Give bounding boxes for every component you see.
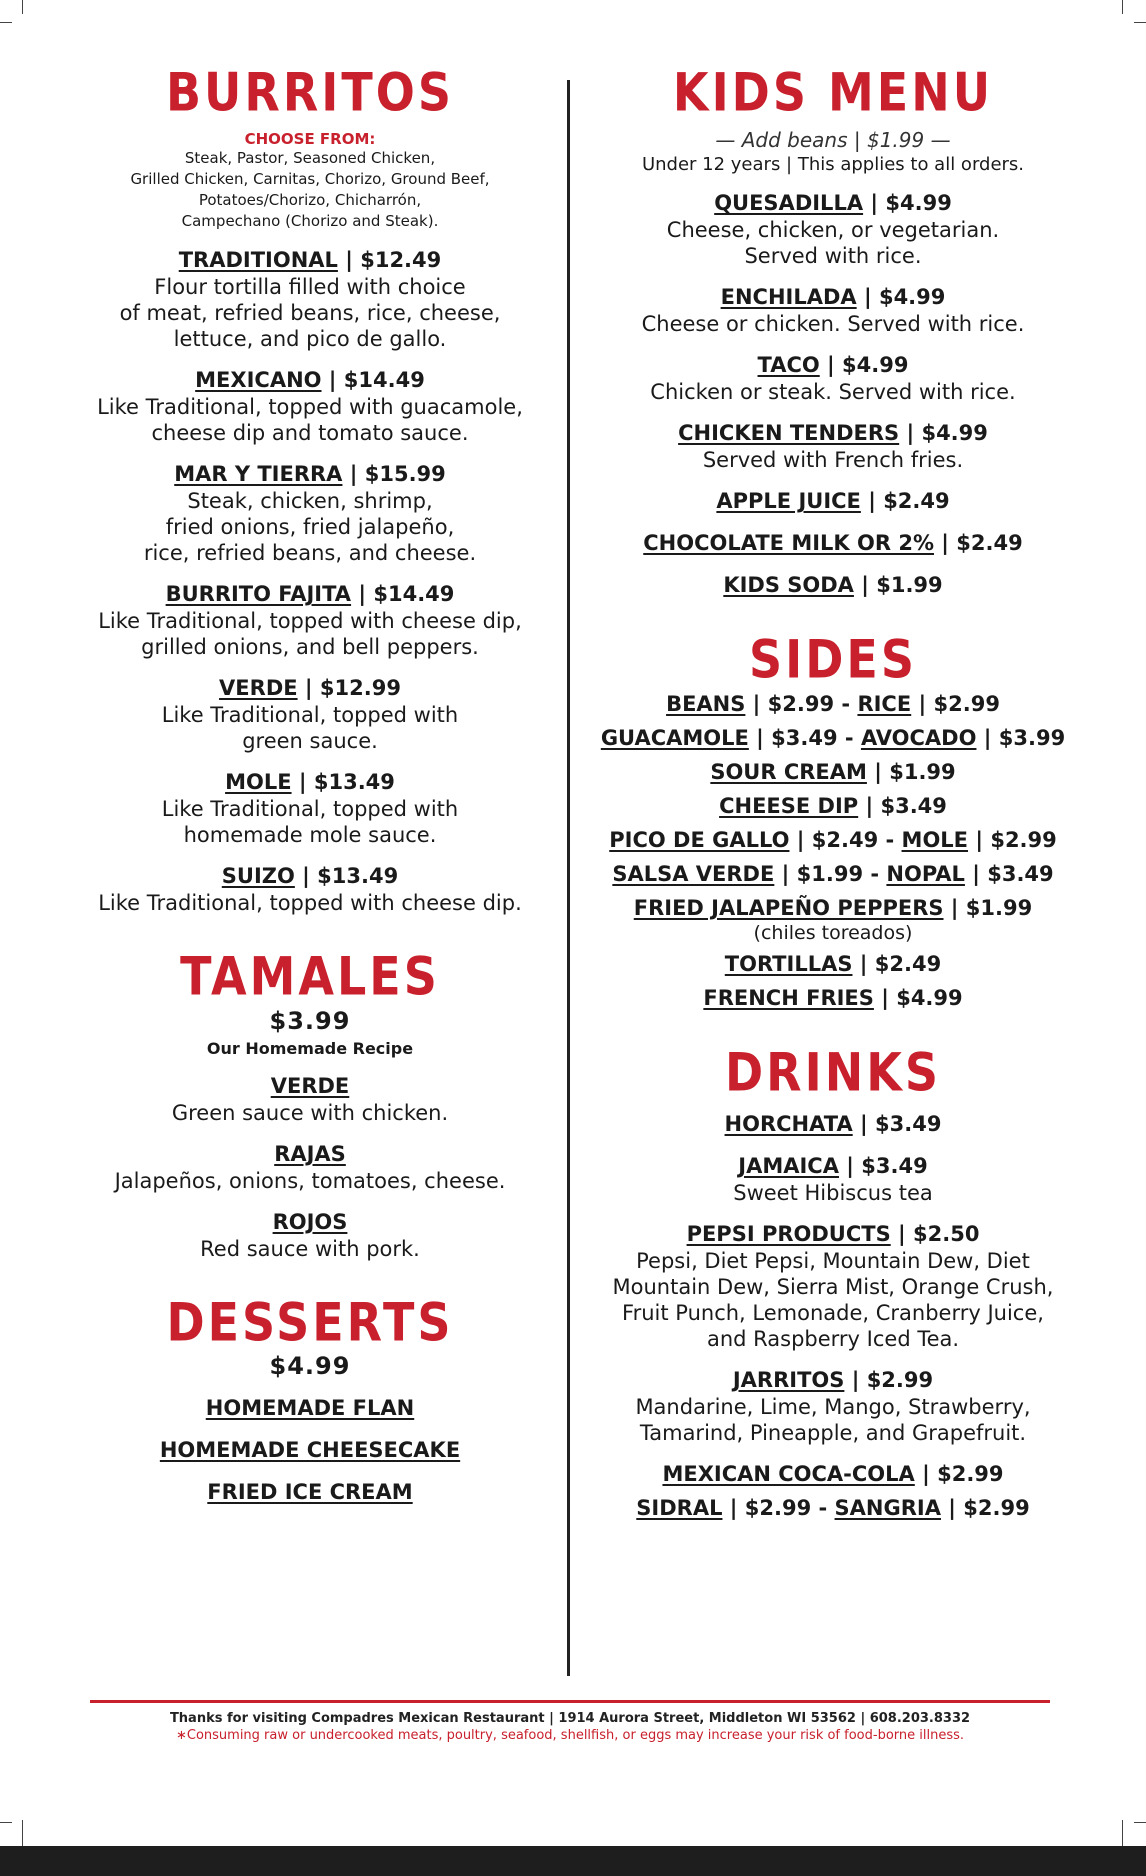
side-row <box>598 758 1068 786</box>
side-row <box>598 792 1068 820</box>
side-item-price: $2.99 <box>767 691 835 716</box>
footer-rule <box>90 1700 1050 1703</box>
menu-item-name: TRADITIONAL <box>178 248 338 273</box>
menu-item-name: VERDE <box>270 1073 350 1098</box>
separator: | <box>748 725 772 750</box>
menu-item-price: $2.49 <box>883 489 950 514</box>
menu-item-name: PEPSI PRODUCTS <box>686 1221 891 1246</box>
menu-item-description: Like Traditional, topped with cheese dip, <box>98 609 522 634</box>
separator: | <box>976 725 999 750</box>
crop-mark <box>1122 1820 1123 1846</box>
side-item-name: SOUR CREAM <box>710 759 867 784</box>
side-item-price: $3.49 <box>987 861 1054 886</box>
choose-list <box>70 148 550 232</box>
side-row <box>598 724 1068 752</box>
menu-item-price: $2.49 <box>956 531 1023 556</box>
side-item-name: PICO DE GALLO <box>609 827 790 852</box>
menu-item-description: Pepsi, Diet Pepsi, Mountain Dew, Diet <box>636 1248 1030 1273</box>
kids-age-note: Under 12 years | This applies to all orders. <box>641 154 1025 176</box>
separator: | <box>863 191 886 216</box>
menu-item-name: APPLE JUICE <box>716 489 861 514</box>
right-column <box>598 60 1068 1522</box>
menu-item-description: cheese dip and tomato sauce. <box>151 421 469 446</box>
footer-contact: Thanks for visiting Compadres Mexican Restaurant | 1914 Aurora Street, Middleton WI 53562 | 608.203.8332 <box>169 1711 971 1726</box>
menu-item-heading <box>70 1072 550 1100</box>
menu-item-name: MEXICAN COCA-COLA <box>662 1461 915 1486</box>
side-item-price: $2.99 <box>963 1495 1030 1520</box>
separator: | <box>838 1153 862 1178</box>
menu-item-heading <box>70 862 550 890</box>
menu-item-price: $3.49 <box>861 1153 928 1178</box>
menu-item-description: Like Traditional, topped with cheese dip. <box>98 891 522 916</box>
separator: | <box>291 770 314 795</box>
burritos-title: BURRITOS <box>166 60 454 124</box>
menu-item-price: $12.99 <box>319 676 401 701</box>
side-row <box>598 894 1068 922</box>
crop-mark <box>1134 1822 1146 1823</box>
menu-item-description: homemade mole sauce. <box>183 823 437 848</box>
separator: | <box>774 861 797 886</box>
tamale-items <box>70 1072 550 1262</box>
separator: - <box>878 827 902 852</box>
crop-mark <box>0 1822 12 1823</box>
menu-item-heading <box>598 189 1068 217</box>
separator: | <box>853 573 877 598</box>
menu-item-description: lettuce, and pico de gallo. <box>173 327 447 352</box>
menu-item-description: Tamarind, Pineapple, and Grapefruit. <box>639 1420 1027 1445</box>
menu-item-description: Mountain Dew, Sierra Mist, Orange Crush, <box>612 1274 1054 1299</box>
menu-item-description: Steak, chicken, shrimp, <box>187 489 433 514</box>
menu-item-heading <box>598 571 1068 599</box>
menu-item-description: grilled onions, and bell peppers. <box>141 635 479 660</box>
menu-item-price: $15.99 <box>364 462 446 487</box>
separator: | <box>342 462 365 487</box>
menu-item-price: $13.49 <box>313 770 395 795</box>
menu-item-description: Jalapeños, onions, tomatoes, cheese. <box>114 1168 506 1193</box>
separator: | <box>852 1111 875 1136</box>
side-item-price: $4.99 <box>896 985 963 1010</box>
menu-item-heading <box>70 246 550 274</box>
side-row <box>598 1494 1068 1522</box>
side-item-name: SANGRIA <box>834 1495 941 1520</box>
drinks-items <box>598 1110 1068 1488</box>
side-item-note: (chiles toreados) <box>753 921 913 944</box>
menu-item-heading <box>70 460 550 488</box>
menu-item-description: Like Traditional, topped with guacamole, <box>97 395 523 420</box>
side-item-price: $1.99 <box>796 861 864 886</box>
choose-line: Grilled Chicken, Carnitas, Chorizo, Ground Beef, <box>130 170 490 189</box>
menu-item-price: $14.49 <box>373 582 455 607</box>
side-row <box>598 984 1068 1012</box>
side-item-name: GUACAMOLE <box>600 725 749 750</box>
menu-item-name: VERDE <box>219 676 298 701</box>
menu-item-name: MOLE <box>225 770 292 795</box>
separator: | <box>866 759 890 784</box>
menu-item-description: Fruit Punch, Lemonade, Cranberry Juice, <box>622 1300 1044 1325</box>
separator: | <box>914 1461 938 1486</box>
menu-item-description: Served with French fries. <box>702 448 964 473</box>
menu-item-description: Mandarine, Lime, Mango, Strawberry, <box>635 1394 1031 1419</box>
menu-item-name: RAJAS <box>274 1141 346 1166</box>
menu-item-description: rice, refried beans, and cheese. <box>143 541 477 566</box>
crop-mark <box>0 22 12 23</box>
menu-item-price: $2.99 <box>937 1461 1004 1486</box>
side-item-price: $2.99 <box>933 691 1000 716</box>
dessert-item <box>70 1394 550 1422</box>
menu-item-name: ENCHILADA <box>720 285 857 310</box>
menu-item-description: Green sauce with chicken. <box>171 1100 449 1125</box>
separator: | <box>745 691 768 716</box>
menu-item-price: $4.99 <box>921 421 988 446</box>
choose-line: Steak, Pastor, Seasoned Chicken, <box>184 149 436 168</box>
desserts-price: $4.99 <box>269 1351 351 1380</box>
menu-item-name: QUESADILLA <box>714 191 864 216</box>
column-divider <box>567 80 570 1676</box>
separator: | <box>860 489 884 514</box>
side-item-name: BEANS <box>666 691 746 716</box>
menu-item-description: Red sauce with pork. <box>200 1236 420 1261</box>
side-item-name: SALSA VERDE <box>612 861 775 886</box>
side-item-name: FRIED JALAPEÑO PEPPERS <box>633 895 944 920</box>
menu-item-price: $13.49 <box>317 864 399 889</box>
menu-item-heading <box>598 1220 1068 1248</box>
menu-item-description: Chicken or steak. Served with rice. <box>650 380 1016 405</box>
menu-item-heading <box>70 580 550 608</box>
crop-mark <box>22 1820 23 1846</box>
footer-disclaimer: ∗Consuming raw or undercooked meats, poultry, seafood, shellfish, or eggs may increase your risk of food-borne illness. <box>175 1728 965 1743</box>
side-item-price: $3.99 <box>998 725 1066 750</box>
separator: | <box>943 895 966 920</box>
side-item-name: NOPAL <box>886 861 965 886</box>
menu-item-name: KIDS SODA <box>723 573 854 598</box>
menu-item-price: $2.99 <box>866 1367 934 1392</box>
side-item-name: MOLE <box>901 827 969 852</box>
menu-item-heading <box>70 1208 550 1236</box>
side-item-name: TORTILLAS <box>724 951 853 976</box>
separator: | <box>722 1495 745 1520</box>
menu-item-price: $1.99 <box>876 573 943 598</box>
menu-item-price: $4.99 <box>885 191 952 216</box>
menu-item-heading <box>598 1152 1068 1180</box>
menu-item-price: $3.49 <box>875 1111 942 1136</box>
side-item-price: $3.49 <box>771 725 838 750</box>
menu-item-heading <box>598 283 1068 311</box>
menu-item-heading <box>598 419 1068 447</box>
menu-item-name: CHOCOLATE MILK OR 2% <box>643 531 934 556</box>
left-column <box>70 60 550 1506</box>
crop-mark <box>1122 0 1123 14</box>
choose-line: Campechano (Chorizo and Steak). <box>181 212 439 231</box>
menu-item-description: Cheese or chicken. Served with rice. <box>641 312 1025 337</box>
menu-item-heading <box>598 1110 1068 1138</box>
menu-item-name: MAR Y TIERRA <box>174 462 343 487</box>
separator: | <box>911 691 934 716</box>
drinks-last-row <box>598 1494 1068 1522</box>
dessert-item-name: FRIED ICE CREAM <box>207 1479 413 1504</box>
menu-item-name: MEXICANO <box>195 368 322 393</box>
side-row <box>598 826 1068 854</box>
menu-item-heading <box>598 1460 1068 1488</box>
menu-item-description: fried onions, fried jalapeño, <box>165 515 455 540</box>
sides-items <box>598 690 1068 1012</box>
side-item-price: $1.99 <box>889 759 956 784</box>
menu-item-name: HORCHATA <box>724 1111 853 1136</box>
side-item-name: FRENCH FRIES <box>703 985 874 1010</box>
menu-item-heading <box>598 487 1068 515</box>
separator: - <box>811 1495 835 1520</box>
choose-line: Potatoes/Chorizo, Chicharrón, <box>198 191 422 210</box>
drinks-title: DRINKS <box>725 1040 941 1103</box>
separator: | <box>858 793 881 818</box>
side-item-name: RICE <box>857 691 912 716</box>
menu-item-heading <box>598 1366 1068 1394</box>
dessert-item-name: HOMEMADE CHEESECAKE <box>159 1437 461 1462</box>
dessert-item <box>70 1436 550 1464</box>
separator: - <box>837 725 861 750</box>
menu-item-description: Sweet Hibiscus tea <box>733 1180 933 1205</box>
menu-item-heading <box>70 366 550 394</box>
crop-mark <box>22 0 23 14</box>
separator: | <box>934 531 957 556</box>
side-row <box>598 690 1068 718</box>
separator: | <box>964 861 988 886</box>
separator: | <box>890 1221 913 1246</box>
kids-title: KIDS MENU <box>672 60 994 124</box>
menu-item-name: JAMAICA <box>738 1153 839 1178</box>
dessert-item-name: HOMEMADE FLAN <box>205 1395 415 1420</box>
separator: | <box>819 353 843 378</box>
menu-item-description: and Raspberry Iced Tea. <box>706 1326 960 1351</box>
menu-item-description: green sauce. <box>242 729 378 754</box>
menu-item-name: SUIZO <box>221 864 295 889</box>
crop-mark <box>1134 22 1146 23</box>
menu-item-price: $2.50 <box>913 1221 980 1246</box>
side-row <box>598 860 1068 888</box>
menu-item-heading <box>70 1140 550 1168</box>
side-item-price: $2.49 <box>874 951 942 976</box>
separator: | <box>899 421 922 446</box>
separator: | <box>873 985 897 1010</box>
kids-items <box>598 189 1068 599</box>
menu-item-description: of meat, refried beans, rice, cheese, <box>119 301 501 326</box>
footer <box>90 1700 1050 1743</box>
separator: | <box>844 1367 867 1392</box>
menu-item-name: JARRITOS <box>732 1367 845 1392</box>
tamales-subtitle: Our Homemade Recipe <box>206 1038 414 1058</box>
menu-item-name: CHICKEN TENDERS <box>678 421 900 446</box>
separator: | <box>321 368 344 393</box>
menu-item-price: $14.49 <box>343 368 425 393</box>
dessert-item <box>70 1478 550 1506</box>
burrito-items <box>70 246 550 916</box>
separator: | <box>940 1495 964 1520</box>
side-row <box>598 950 1068 978</box>
separator: - <box>863 861 887 886</box>
side-item-price: $2.49 <box>811 827 879 852</box>
menu-item-price: $12.49 <box>360 248 442 273</box>
menu-item-price: $4.99 <box>842 353 909 378</box>
separator: | <box>351 582 374 607</box>
menu-item-name: ROJOS <box>272 1209 348 1234</box>
menu-item-heading <box>70 674 550 702</box>
separator: | <box>297 676 320 701</box>
side-item-price: $1.99 <box>965 895 1033 920</box>
tamales-price: $3.99 <box>269 1006 351 1035</box>
tamales-title: TAMALES <box>180 945 440 1008</box>
choose-label: CHOOSE FROM: <box>244 130 376 149</box>
separator: | <box>337 248 361 273</box>
separator: | <box>852 951 875 976</box>
menu-item-heading <box>598 529 1068 557</box>
menu-item-description: Cheese, chicken, or vegetarian. <box>666 218 1000 243</box>
separator: | <box>968 827 991 852</box>
dessert-items <box>70 1394 550 1506</box>
menu-item-description: Like Traditional, topped with <box>161 797 459 822</box>
separator: | <box>789 827 812 852</box>
separator: | <box>856 285 879 310</box>
kids-note: — Add beans | $1.99 — <box>715 128 951 153</box>
side-item-price: $2.99 <box>744 1495 812 1520</box>
menu-item-heading <box>70 768 550 796</box>
side-item-name: CHEESE DIP <box>719 793 859 818</box>
menu-item-description: Flour tortilla filled with choice <box>154 275 466 300</box>
menu-item-heading <box>598 351 1068 379</box>
sides-title: SIDES <box>749 628 917 691</box>
menu-item-description: Served with rice. <box>744 244 922 269</box>
menu-item-name: TACO <box>757 353 820 378</box>
desserts-title: DESSERTS <box>166 1290 454 1353</box>
bottom-band <box>0 1846 1146 1876</box>
menu-item-price: $4.99 <box>878 285 946 310</box>
side-item-name: SIDRAL <box>636 1495 723 1520</box>
side-item-name: AVOCADO <box>860 725 977 750</box>
side-item-price: $2.99 <box>990 827 1057 852</box>
separator: - <box>834 691 858 716</box>
side-item-price: $3.49 <box>880 793 947 818</box>
menu-item-description: Like Traditional, topped with <box>161 703 459 728</box>
menu-item-name: BURRITO FAJITA <box>165 582 352 607</box>
separator: | <box>294 864 318 889</box>
